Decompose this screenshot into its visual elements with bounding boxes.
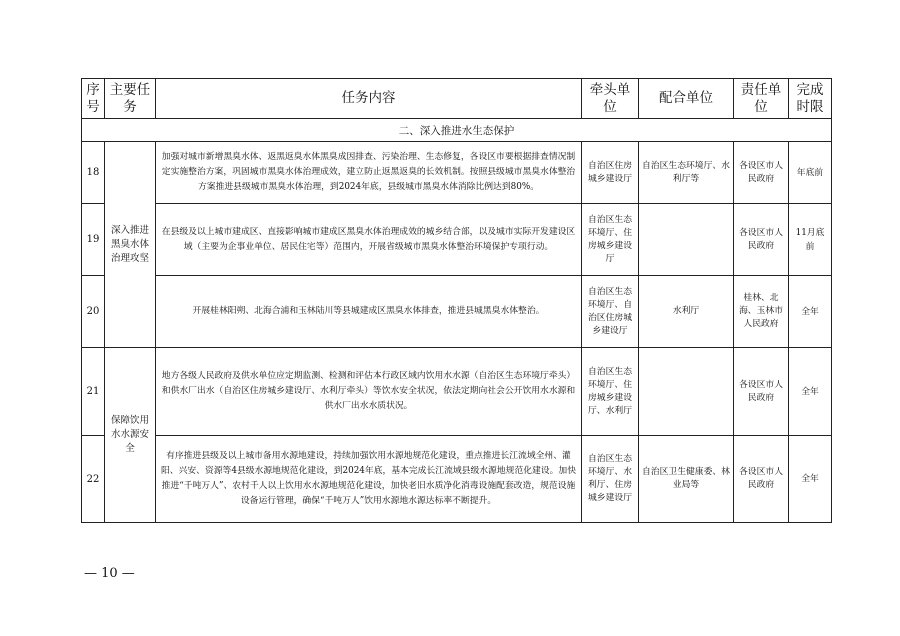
row-lead: 自治区生态环境厅、自治区住房城乡建设厅 bbox=[582, 276, 639, 348]
header-task: 主要任务 bbox=[105, 79, 156, 119]
task-table bbox=[81, 78, 832, 523]
row-lead: 自治区生态环境厅、住房城乡建设厅、水利厅 bbox=[582, 348, 639, 436]
row-resp: 各设区市人民政府 bbox=[734, 436, 789, 523]
header-coop: 配合单位 bbox=[639, 79, 734, 119]
row-deadline: 全年 bbox=[789, 276, 832, 348]
row-deadline: 全年 bbox=[789, 348, 832, 436]
section-row bbox=[82, 119, 832, 142]
row-content: 在县级及以上城市建成区、直接影响城市建成区黑臭水体治理成效的城乡结合部，以及城市实际开发建设区域（主要为企事业单位、居民住宅等）范围内，开展省级城市黑臭水体整治环境保护专项行动。 bbox=[156, 204, 582, 276]
row-content: 开展桂林阳朔、北海合浦和玉林陆川等县城建成区黑臭水体排查，推进县城黑臭水体整治。 bbox=[156, 276, 582, 348]
header-seq: 序号 bbox=[82, 79, 105, 119]
header-lead: 牵头单位 bbox=[582, 79, 639, 119]
table-row bbox=[82, 436, 832, 523]
row-resp: 各设区市人民政府 bbox=[734, 204, 789, 276]
table-row bbox=[82, 142, 832, 204]
row-resp: 各设区市人民政府 bbox=[734, 142, 789, 204]
row-seq: 22 bbox=[82, 436, 105, 523]
row-coop: 自治区卫生健康委、林业局等 bbox=[639, 436, 734, 523]
row-seq: 19 bbox=[82, 204, 105, 276]
page-number: — 10 — bbox=[84, 566, 135, 581]
row-seq: 18 bbox=[82, 142, 105, 204]
group-task-1: 深入推进黑臭水体治理攻坚 bbox=[105, 142, 156, 348]
row-lead: 自治区生态环境厅、住房城乡建设厅 bbox=[582, 204, 639, 276]
table-row bbox=[82, 276, 832, 348]
header-content: 任务内容 bbox=[156, 79, 582, 119]
row-content: 地方各级人民政府及供水单位应定期监测、检测和评估本行政区域内饮用水水源（自治区生态环境厅牵头）和供水厂出水（自治区住房城乡建设厅、水利厅牵头）等饮水安全状况，依法定期向社会公开饮用水水源和供水厂出水水质状况。 bbox=[156, 348, 582, 436]
table-row bbox=[82, 348, 832, 436]
row-lead: 自治区住房城乡建设厅 bbox=[582, 142, 639, 204]
row-deadline: 11月底前 bbox=[789, 204, 832, 276]
row-coop: 自治区生态环境厅、水利厅等 bbox=[639, 142, 734, 204]
group-task-2: 保障饮用水水源安全 bbox=[105, 348, 156, 523]
header-row bbox=[82, 79, 832, 119]
row-resp: 桂林、北海、玉林市人民政府 bbox=[734, 276, 789, 348]
row-coop bbox=[639, 204, 734, 276]
row-content: 加强对城市新增黑臭水体、返黑返臭水体黑臭成因排查、污染治理、生态修复，各设区市要根据排查情况制定实施整治方案，巩固城市黑臭水体治理成效，建立防止返黑返臭的长效机制。按照县级城市黑臭水体整治方案推进县级城市黑臭水体治理，到2024年底，县级城市黑臭水体消除比例达到80%。 bbox=[156, 142, 582, 204]
row-lead: 自治区生态环境厅、水利厅、住房城乡建设厅 bbox=[582, 436, 639, 523]
section-title: 二、深入推进水生态保护 bbox=[82, 119, 832, 142]
table-row bbox=[82, 204, 832, 276]
row-resp: 各设区市人民政府 bbox=[734, 348, 789, 436]
row-seq: 20 bbox=[82, 276, 105, 348]
row-deadline: 年底前 bbox=[789, 142, 832, 204]
header-resp: 责任单位 bbox=[734, 79, 789, 119]
row-coop bbox=[639, 348, 734, 436]
row-coop: 水利厅 bbox=[639, 276, 734, 348]
row-content: 有序推进县级及以上城市备用水源地建设，持续加强饮用水源地规范化建设，重点推进长江流域全州、灌阳、兴安、资源等4县级水源地规范化建设，到2024年底，基本完成长江流域县级水源地规范化建设。加快推进“千吨万人”、农村千人以上饮用水水源地规范化建设，加快老旧水质净化消毒设施配套改造，规范设施设备运行管理，确保“千吨万人”饮用水源地水源达标率不断提升。 bbox=[156, 436, 582, 523]
header-deadline: 完成时限 bbox=[789, 79, 832, 119]
row-deadline: 全年 bbox=[789, 436, 832, 523]
row-seq: 21 bbox=[82, 348, 105, 436]
